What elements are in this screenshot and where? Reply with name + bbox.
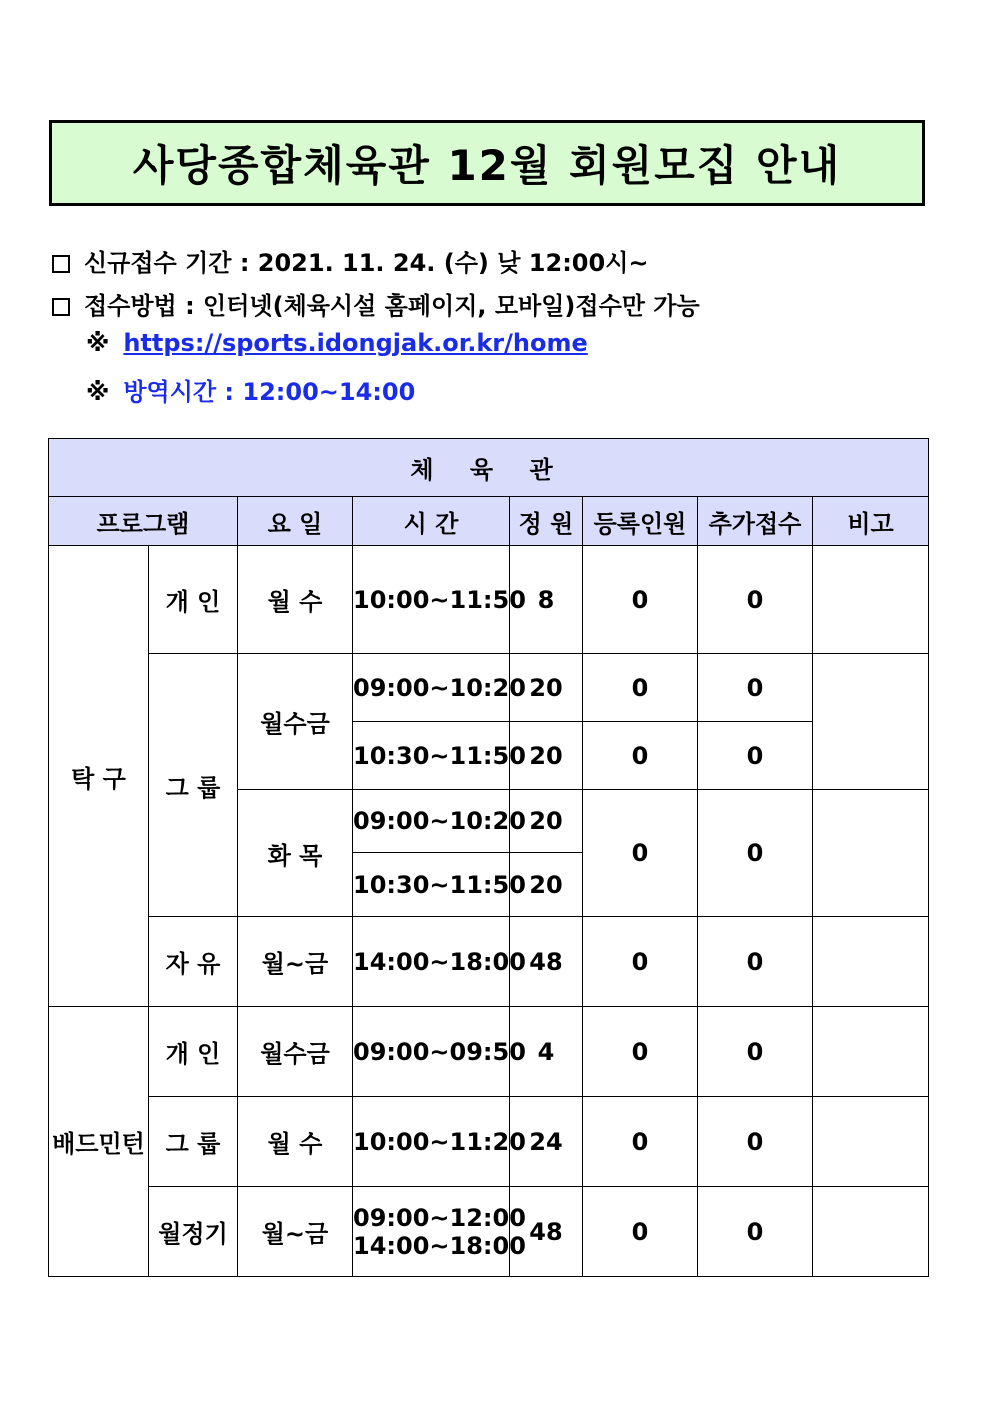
additional-cell: 0 — [698, 790, 813, 917]
table-row — [49, 546, 929, 654]
capacity-cell: 4 — [510, 1007, 583, 1097]
table-row — [49, 917, 929, 1007]
additional-cell: 0 — [698, 546, 813, 654]
day-cell: 화 목 — [238, 790, 353, 917]
registration-method-text: 접수방법 : 인터넷(체육시설 홈페이지, 모바일)접수만 가능 — [84, 292, 700, 320]
capacity-cell: 48 — [510, 917, 583, 1007]
day-cell: 월 수 — [238, 546, 353, 654]
registered-cell: 0 — [583, 790, 698, 917]
header-program: 프로그램 — [49, 497, 238, 546]
day-cell: 월수금 — [238, 654, 353, 790]
title-banner — [49, 120, 925, 206]
header-remarks: 비고 — [813, 497, 929, 546]
table-row — [49, 1007, 929, 1097]
header-day: 요 일 — [238, 497, 353, 546]
capacity-cell: 20 — [510, 790, 583, 853]
reference-mark: ※ — [86, 378, 110, 406]
program-cell: 그 룹 — [149, 1097, 238, 1187]
page-title: 사당종합체육관 12월 회원모집 안내 — [132, 141, 842, 190]
table-row — [49, 654, 929, 722]
registered-cell: 0 — [583, 546, 698, 654]
sport-pingpong: 탁 구 — [49, 546, 149, 1007]
remarks-cell — [813, 917, 929, 1007]
time-cell: 10:00~11:50 — [353, 546, 510, 654]
remarks-cell — [813, 1007, 929, 1097]
day-cell: 월수금 — [238, 1007, 353, 1097]
header-additional: 추가접수 — [698, 497, 813, 546]
remarks-cell — [813, 1097, 929, 1187]
time-cell: 09:00~09:50 — [353, 1007, 510, 1097]
time-cell: 09:00~10:20 — [353, 654, 510, 722]
checkbox-square-icon — [52, 298, 70, 316]
table-row — [49, 1097, 929, 1187]
info-line-registration-period — [52, 243, 648, 278]
quarantine-time-text: 방역시간 : 12:00~14:00 — [123, 378, 416, 406]
capacity-cell: 20 — [510, 722, 583, 790]
program-cell: 그 룹 — [149, 654, 238, 917]
additional-cell: 0 — [698, 1097, 813, 1187]
remarks-cell — [813, 546, 929, 654]
additional-cell: 0 — [698, 722, 813, 790]
time-cell: 09:00~10:20 — [353, 790, 510, 853]
checkbox-square-icon — [52, 255, 70, 273]
time-cell — [353, 1187, 526, 1277]
registered-cell: 0 — [583, 1187, 698, 1277]
sport-badminton: 배드민턴 — [49, 1007, 149, 1277]
remarks-cell — [813, 654, 929, 790]
header-time: 시 간 — [353, 497, 510, 546]
capacity-cell: 20 — [510, 853, 583, 917]
info-line-registration-method — [52, 286, 700, 321]
table-row — [49, 1187, 929, 1277]
table-title: 체 육 관 — [49, 439, 929, 497]
note-url — [86, 329, 588, 357]
header-registered: 등록인원 — [583, 497, 698, 546]
additional-cell: 0 — [698, 917, 813, 1007]
header-capacity: 정 원 — [510, 497, 583, 546]
remarks-cell — [813, 790, 929, 917]
program-cell: 개 인 — [149, 1007, 238, 1097]
time-cell: 10:30~11:50 — [353, 853, 510, 917]
homepage-link[interactable]: https://sports.idongjak.or.kr/home — [123, 329, 588, 357]
day-cell: 월~금 — [238, 917, 353, 1007]
registered-cell: 0 — [583, 722, 698, 790]
capacity-cell: 20 — [510, 654, 583, 722]
remarks-cell — [813, 1187, 929, 1277]
registered-cell: 0 — [583, 654, 698, 722]
time-cell: 10:30~11:50 — [353, 722, 510, 790]
time-line-2: 14:00~18:00 — [353, 1231, 526, 1260]
day-cell: 월 수 — [238, 1097, 353, 1187]
capacity-cell: 24 — [510, 1097, 583, 1187]
registered-cell: 0 — [583, 917, 698, 1007]
day-cell: 월~금 — [238, 1187, 353, 1277]
registered-cell: 0 — [583, 1007, 698, 1097]
registered-cell: 0 — [583, 1097, 698, 1187]
additional-cell: 0 — [698, 654, 813, 722]
schedule-table — [48, 438, 929, 1277]
registration-period-text: 신규접수 기간 : 2021. 11. 24. (수) 낮 12:00시~ — [84, 249, 649, 277]
program-cell: 자 유 — [149, 917, 238, 1007]
time-cell: 10:00~11:20 — [353, 1097, 510, 1187]
additional-cell: 0 — [698, 1187, 813, 1277]
capacity-cell: 8 — [510, 546, 583, 654]
time-line-1: 09:00~12:00 — [353, 1203, 526, 1232]
capacity-cell: 48 — [510, 1187, 583, 1277]
time-cell: 14:00~18:00 — [353, 917, 510, 1007]
program-cell: 개 인 — [149, 546, 238, 654]
note-quarantine — [86, 372, 415, 407]
additional-cell: 0 — [698, 1007, 813, 1097]
reference-mark: ※ — [86, 329, 110, 357]
program-cell: 월정기 — [149, 1187, 238, 1277]
